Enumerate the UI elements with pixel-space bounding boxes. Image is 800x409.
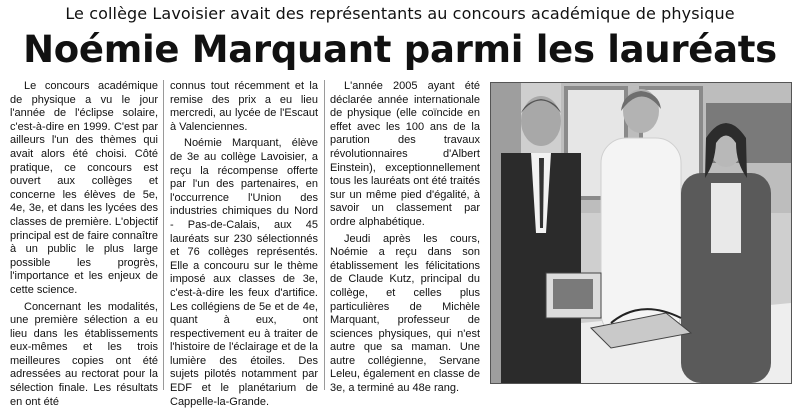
article-headline: Noémie Marquant parmi les lauréats — [0, 28, 800, 72]
paragraph: Jeudi après les cours, Noémie a reçu dans son établissement les félicitations de Claude Kutz, principal du collège, et celles plus particulières de Michèle Marquant, professeur de sciences physiques, qui n'est autre que sa maman. Une autre collégienne, Servane Leleu, également en classe de 3e, a terminé au 48e rang. — [330, 233, 480, 396]
paragraph: L'année 2005 ayant été déclarée année internationale de physique (elle coïncide en effet avec les 100 ans de la parution des travaux révolutionnaires d'Albert Einstein), exceptionnellement tous les lauréats ont été traités sur un même pied d'égalité, à savoir un classement par ordre alphabétique. — [330, 80, 480, 230]
paragraph: connus tout récemment et la remise des prix a eu lieu mercredi, au lycée de l'Escaut à Valenciennes. — [170, 80, 318, 134]
article-column-2 — [170, 80, 318, 392]
paragraph: Concernant les modalités, une première sélection a eu lieu dans les établissements eux-mêmes et les trois meilleures copies ont été adressées au rectorat pour la sélection finale. Les résultats en ont été — [10, 301, 158, 409]
paragraph: Noémie Marquant, élève de 3e au collège Lavoisier, a reçu la récompense offerte par l'un des partenaires, en l'occurrence l'Union des industries chimiques du Nord - Pas-de-Calais, aux 45 lauréats sur 230 sélectionnés et 76 collèges représentés. Elle a concouru sur le thème imposé aux classes de 3e, c'est-à-dire les feux d'artifice. Les collégiens de 5e et de 4e, quant à eux, ont respectivement eu à traiter de l'histoire de l'éclairage et de la lumière des étoiles. Des sujets pilotés notamment par EDF et le planétarium de Cappelle-la-Grande. — [170, 137, 318, 409]
photo-illustration — [491, 83, 791, 383]
column-divider — [163, 80, 164, 390]
article-photo — [490, 82, 792, 384]
article-kicker: Le collège Lavoisier avait des représentants au concours académique de physique — [0, 4, 800, 24]
article-column-1 — [10, 80, 158, 392]
article-column-3 — [330, 80, 480, 392]
paragraph: Le concours académique de physique a vu le jour l'année de l'éclipse solaire, c'est-à-dire en 1999. C'est par ailleurs l'un des thèmes qui avait alors été choisi. Côté pratique, ce concours est ouvert aux collèges et concerne les élèves de 5e, 4e, 3e, et dans les lycées des classes de première. L'objectif principal est de faire connaître à un public le plus large possible les progrès, l'importance et les enjeux de cette science. — [10, 80, 158, 298]
column-divider — [324, 80, 325, 390]
